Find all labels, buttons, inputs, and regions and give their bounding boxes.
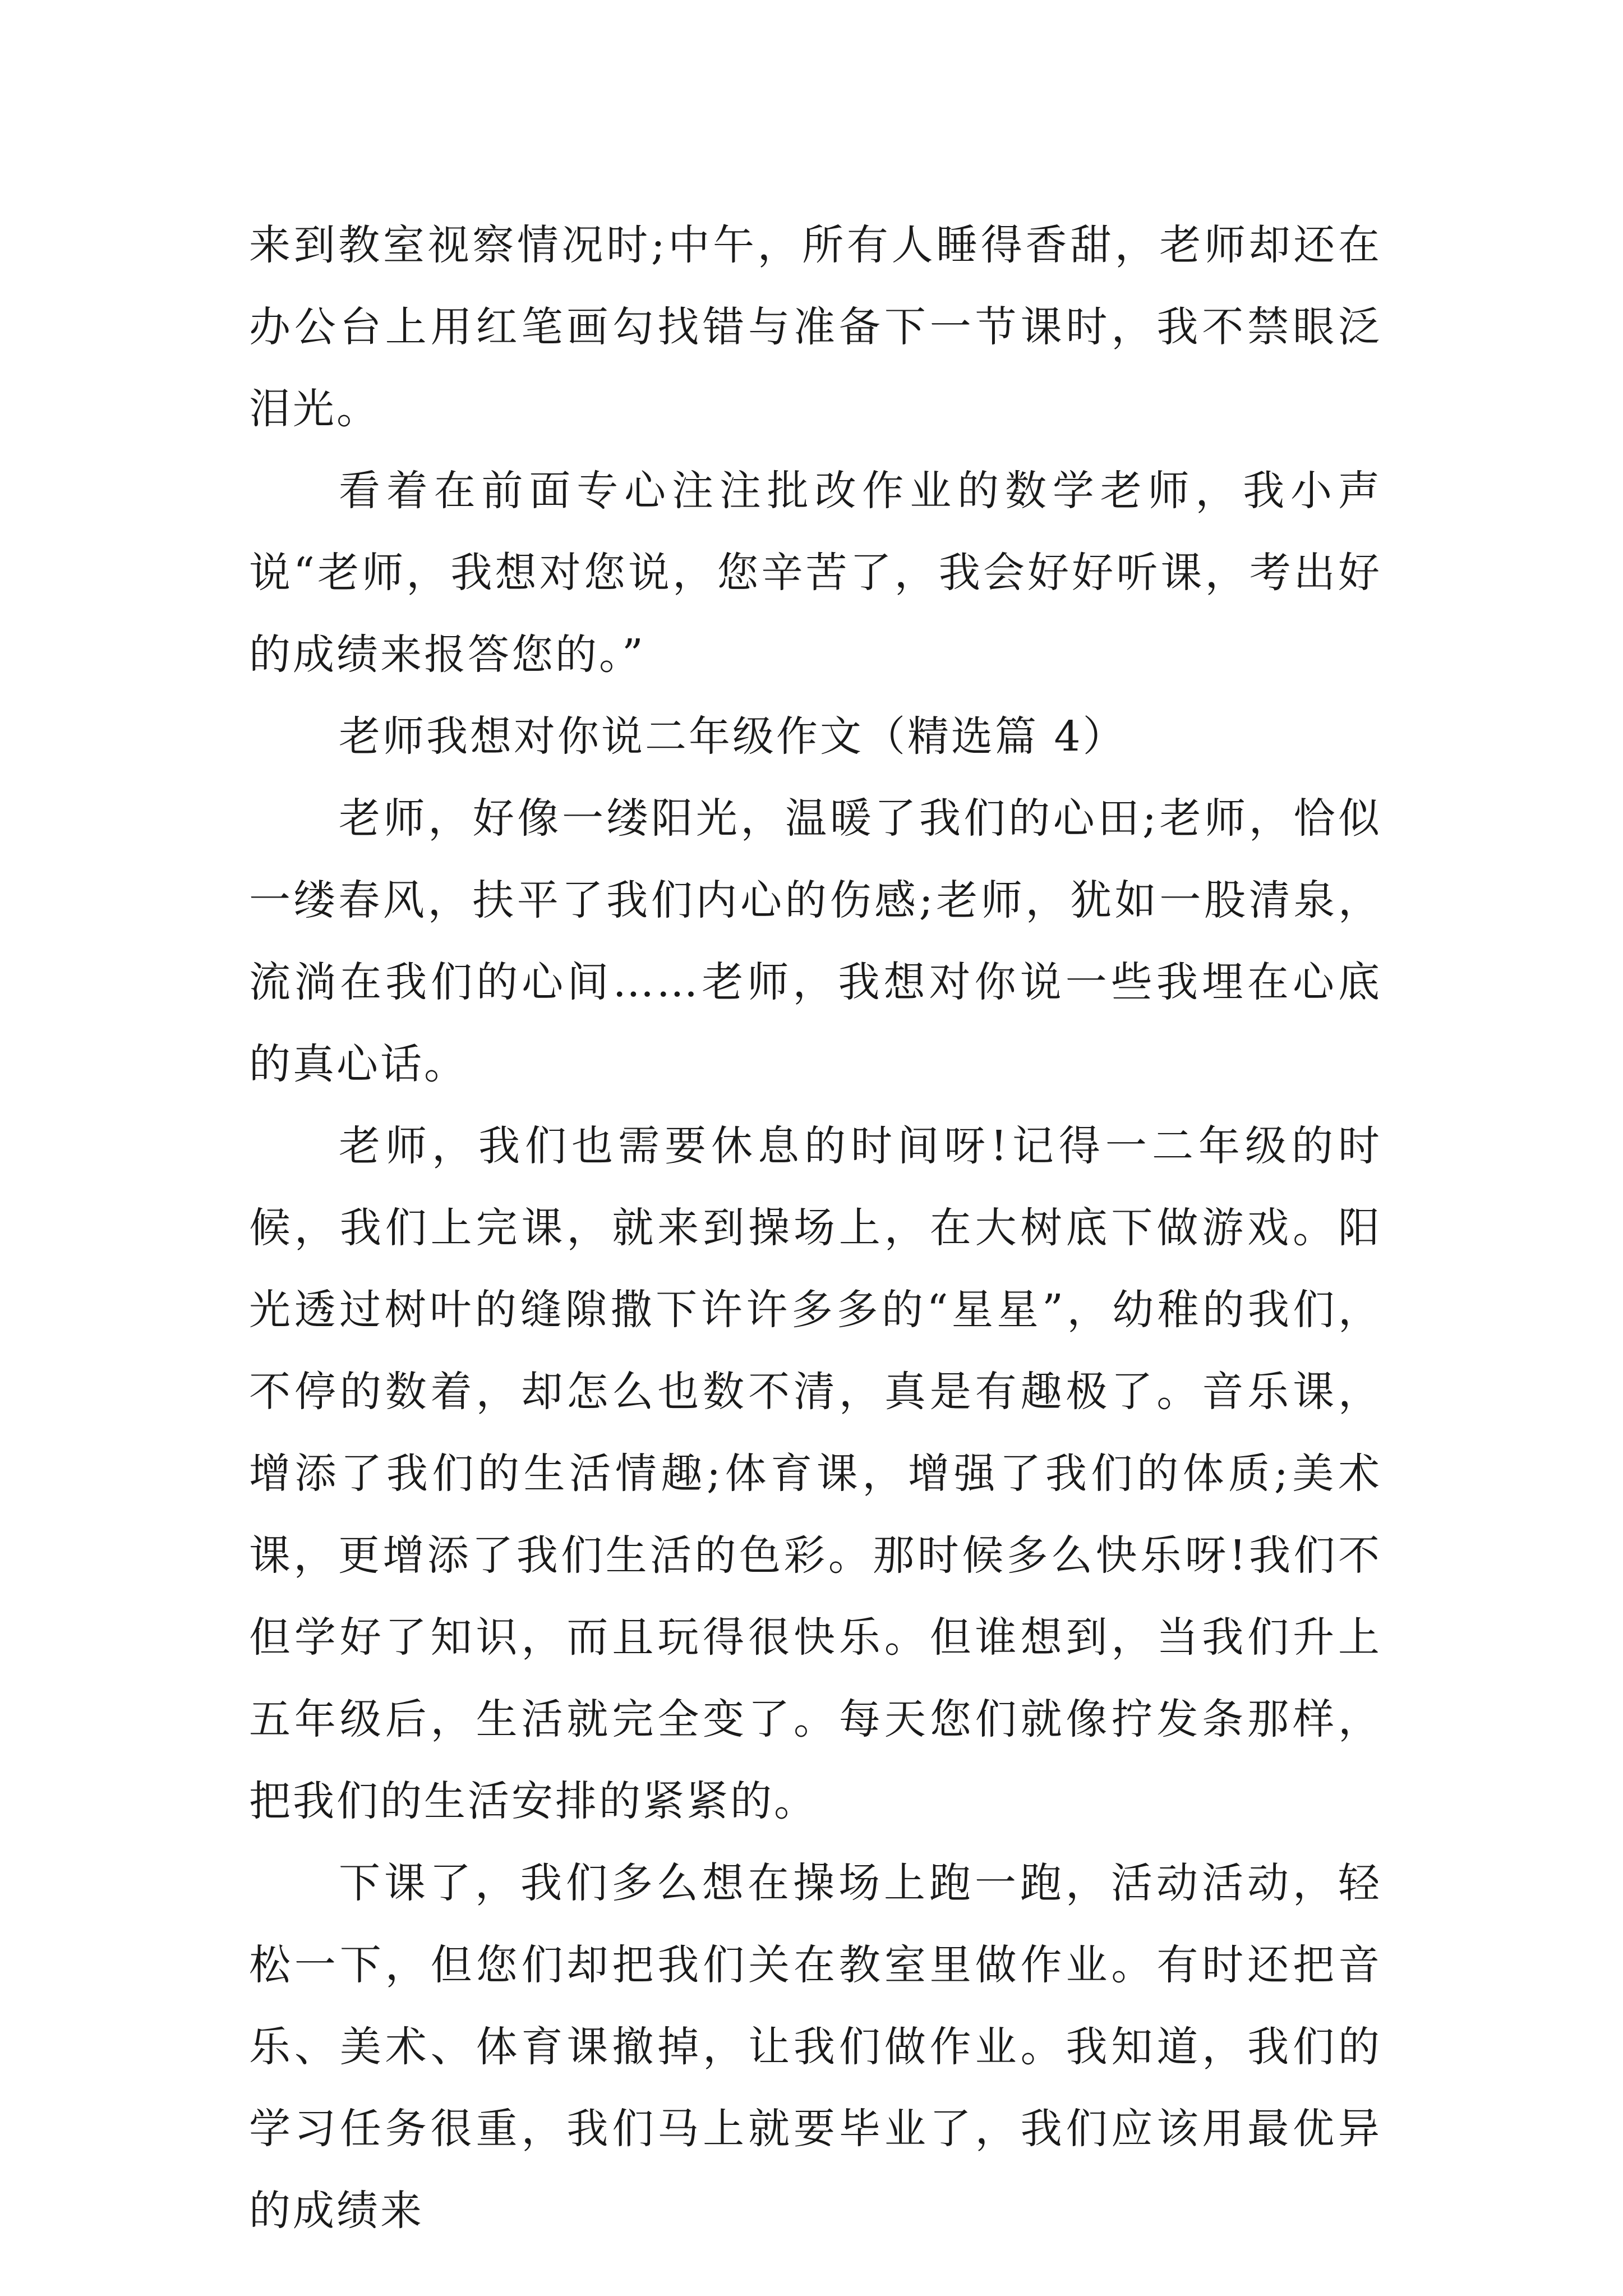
paragraph-2: 看着在前面专心注注批改作业的数学老师，我小声说“老师，我想对您说，您辛苦了，我会好好听课，考出好的成绩来报答您的。” <box>249 467 1382 679</box>
paragraph-4: 老师，我们也需要休息的时间呀!记得一二年级的时候，我们上完课，就来到操场上，在大树底下做游戏。阳光透过树叶的缝隙撒下许许多多的“星星”，幼稚的我们，不停的数着，却怎么也数不清，真是有趣极了。音乐课，增添了我们的生活情趣;体育课，增强了我们的体质;美术课，更增添了我们生活的色彩。那时候多么快乐呀!我们不但学好了知识，而且玩得很快乐。但谁想到，当我们升上五年级后，生活就完全变了。每天您们就像拧发条那样，把我们的生活安排的紧紧的。 <box>249 1122 1382 1825</box>
section-title: 老师我想对你说二年级作文（精选篇 4） <box>339 712 1127 761</box>
paragraph-1: 来到教室视察情况时;中午，所有人睡得香甜，老师却还在办公台上用红笔画勾找错与准备下一节课时，我不禁眼泛泪光。 <box>249 221 1382 433</box>
paragraph-3: 老师，好像一缕阳光，温暖了我们的心田;老师，恰似一缕春风，扶平了我们内心的伤感;老师，犹如一股清泉，流淌在我们的心间……老师，我想对你说一些我埋在心底的真心话。 <box>249 794 1382 1088</box>
document-body <box>249 204 1382 2252</box>
paragraph-5: 下课了，我们多么想在操场上跑一跑，活动活动，轻松一下，但您们却把我们关在教室里做作业。有时还把音乐、美术、体育课撤掉，让我们做作业。我知道，我们的学习任务很重，我们马上就要毕业了，我们应该用最优异的成绩来 <box>249 1859 1382 2235</box>
